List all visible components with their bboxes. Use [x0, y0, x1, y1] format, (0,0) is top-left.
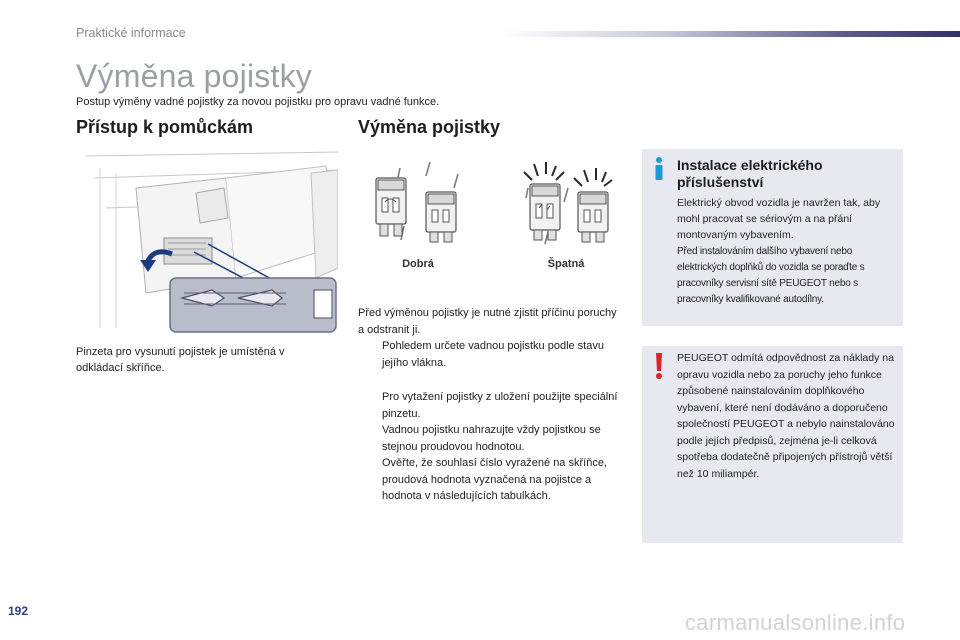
page-number: 192 — [8, 604, 29, 618]
header-gradient-bar — [500, 31, 960, 37]
warning-box-text: PEUGEOT odmítá odpovědnost za náklady na opravu vozidla nebo za poruchy jeho funkce způsobené nainstalováním doplňkového vybavení, které není dodáváno a doporučeno společností PEUGEOT a nebylo nainstalováno podle jejích předpisů, zejména je-li celková spotřeba dodatečně připojených přístrojů větší než 10 miliampér. — [677, 352, 895, 480]
bullet-text: Pohledem určete vadnou pojistku podle stavu jejího vlákna. — [382, 340, 604, 369]
bullet-mark — [358, 389, 382, 422]
fuse-good-label: Dobrá — [402, 258, 434, 270]
list-item — [358, 422, 620, 455]
info-icon — [649, 156, 669, 182]
watermark-text: carmanualsonline.info — [685, 610, 906, 635]
section-heading-access: Přístup k pomůckám — [76, 117, 254, 137]
bullet-mark — [358, 338, 382, 371]
list-item — [358, 389, 620, 422]
glovebox-illustration — [76, 148, 338, 334]
page-subtitle: Postup výměny vadné pojistky za novou pojistku pro opravu vadné funkce. — [76, 96, 440, 108]
bullet-text: Vadnou pojistku nahrazujte vždy pojistkou se stejnou proudovou hodnotou. — [382, 424, 601, 453]
warning-icon — [652, 352, 666, 380]
fuse-bad-illustration — [518, 158, 614, 248]
header-section-title: Praktické informace — [76, 26, 186, 40]
fuse-good-illustration — [370, 158, 466, 248]
info-box-text-1: Elektrický obvod vozidla je navržen tak, aby mohl pracovat se sériovým a na přání montovaným vybavením. — [677, 197, 881, 241]
glovebox-caption: Pinzeta pro vysunutí pojistek je umístěná v odkládací skříňce. — [76, 346, 285, 374]
list-item — [358, 338, 620, 371]
page-title: Výměna pojistky — [76, 58, 312, 94]
replacement-intro — [358, 305, 620, 371]
bullet-text: Ověřte, že souhlasí číslo vyražené na skříňce, proudová hodnota vyznačená na pojistce a hodnota v následujících tabulkách. — [382, 457, 607, 502]
list-item — [358, 455, 620, 505]
info-box-title: Instalace elektrického příslušenství — [677, 157, 823, 190]
info-box-text-2: Před instalováním dalšího vybavení nebo elektrických doplňků do vozidla se poraďte s pracovníky servisní sítě PEUGEOT nebo s pracovníky kvalifikované autodílny. — [677, 246, 865, 305]
intro-text: Před výměnou pojistky je nutné zjistit příčinu poruchy a odstranit ji. — [358, 307, 617, 336]
bullet-text: Pro vytažení pojistky z uložení použijte speciální pinzetu. — [382, 391, 618, 420]
section-heading-replacement: Výměna pojistky — [358, 117, 501, 137]
bullet-mark — [358, 422, 382, 455]
fuse-bad-label: Špatná — [547, 258, 585, 270]
replacement-steps — [358, 389, 620, 505]
bullet-mark — [358, 455, 382, 505]
